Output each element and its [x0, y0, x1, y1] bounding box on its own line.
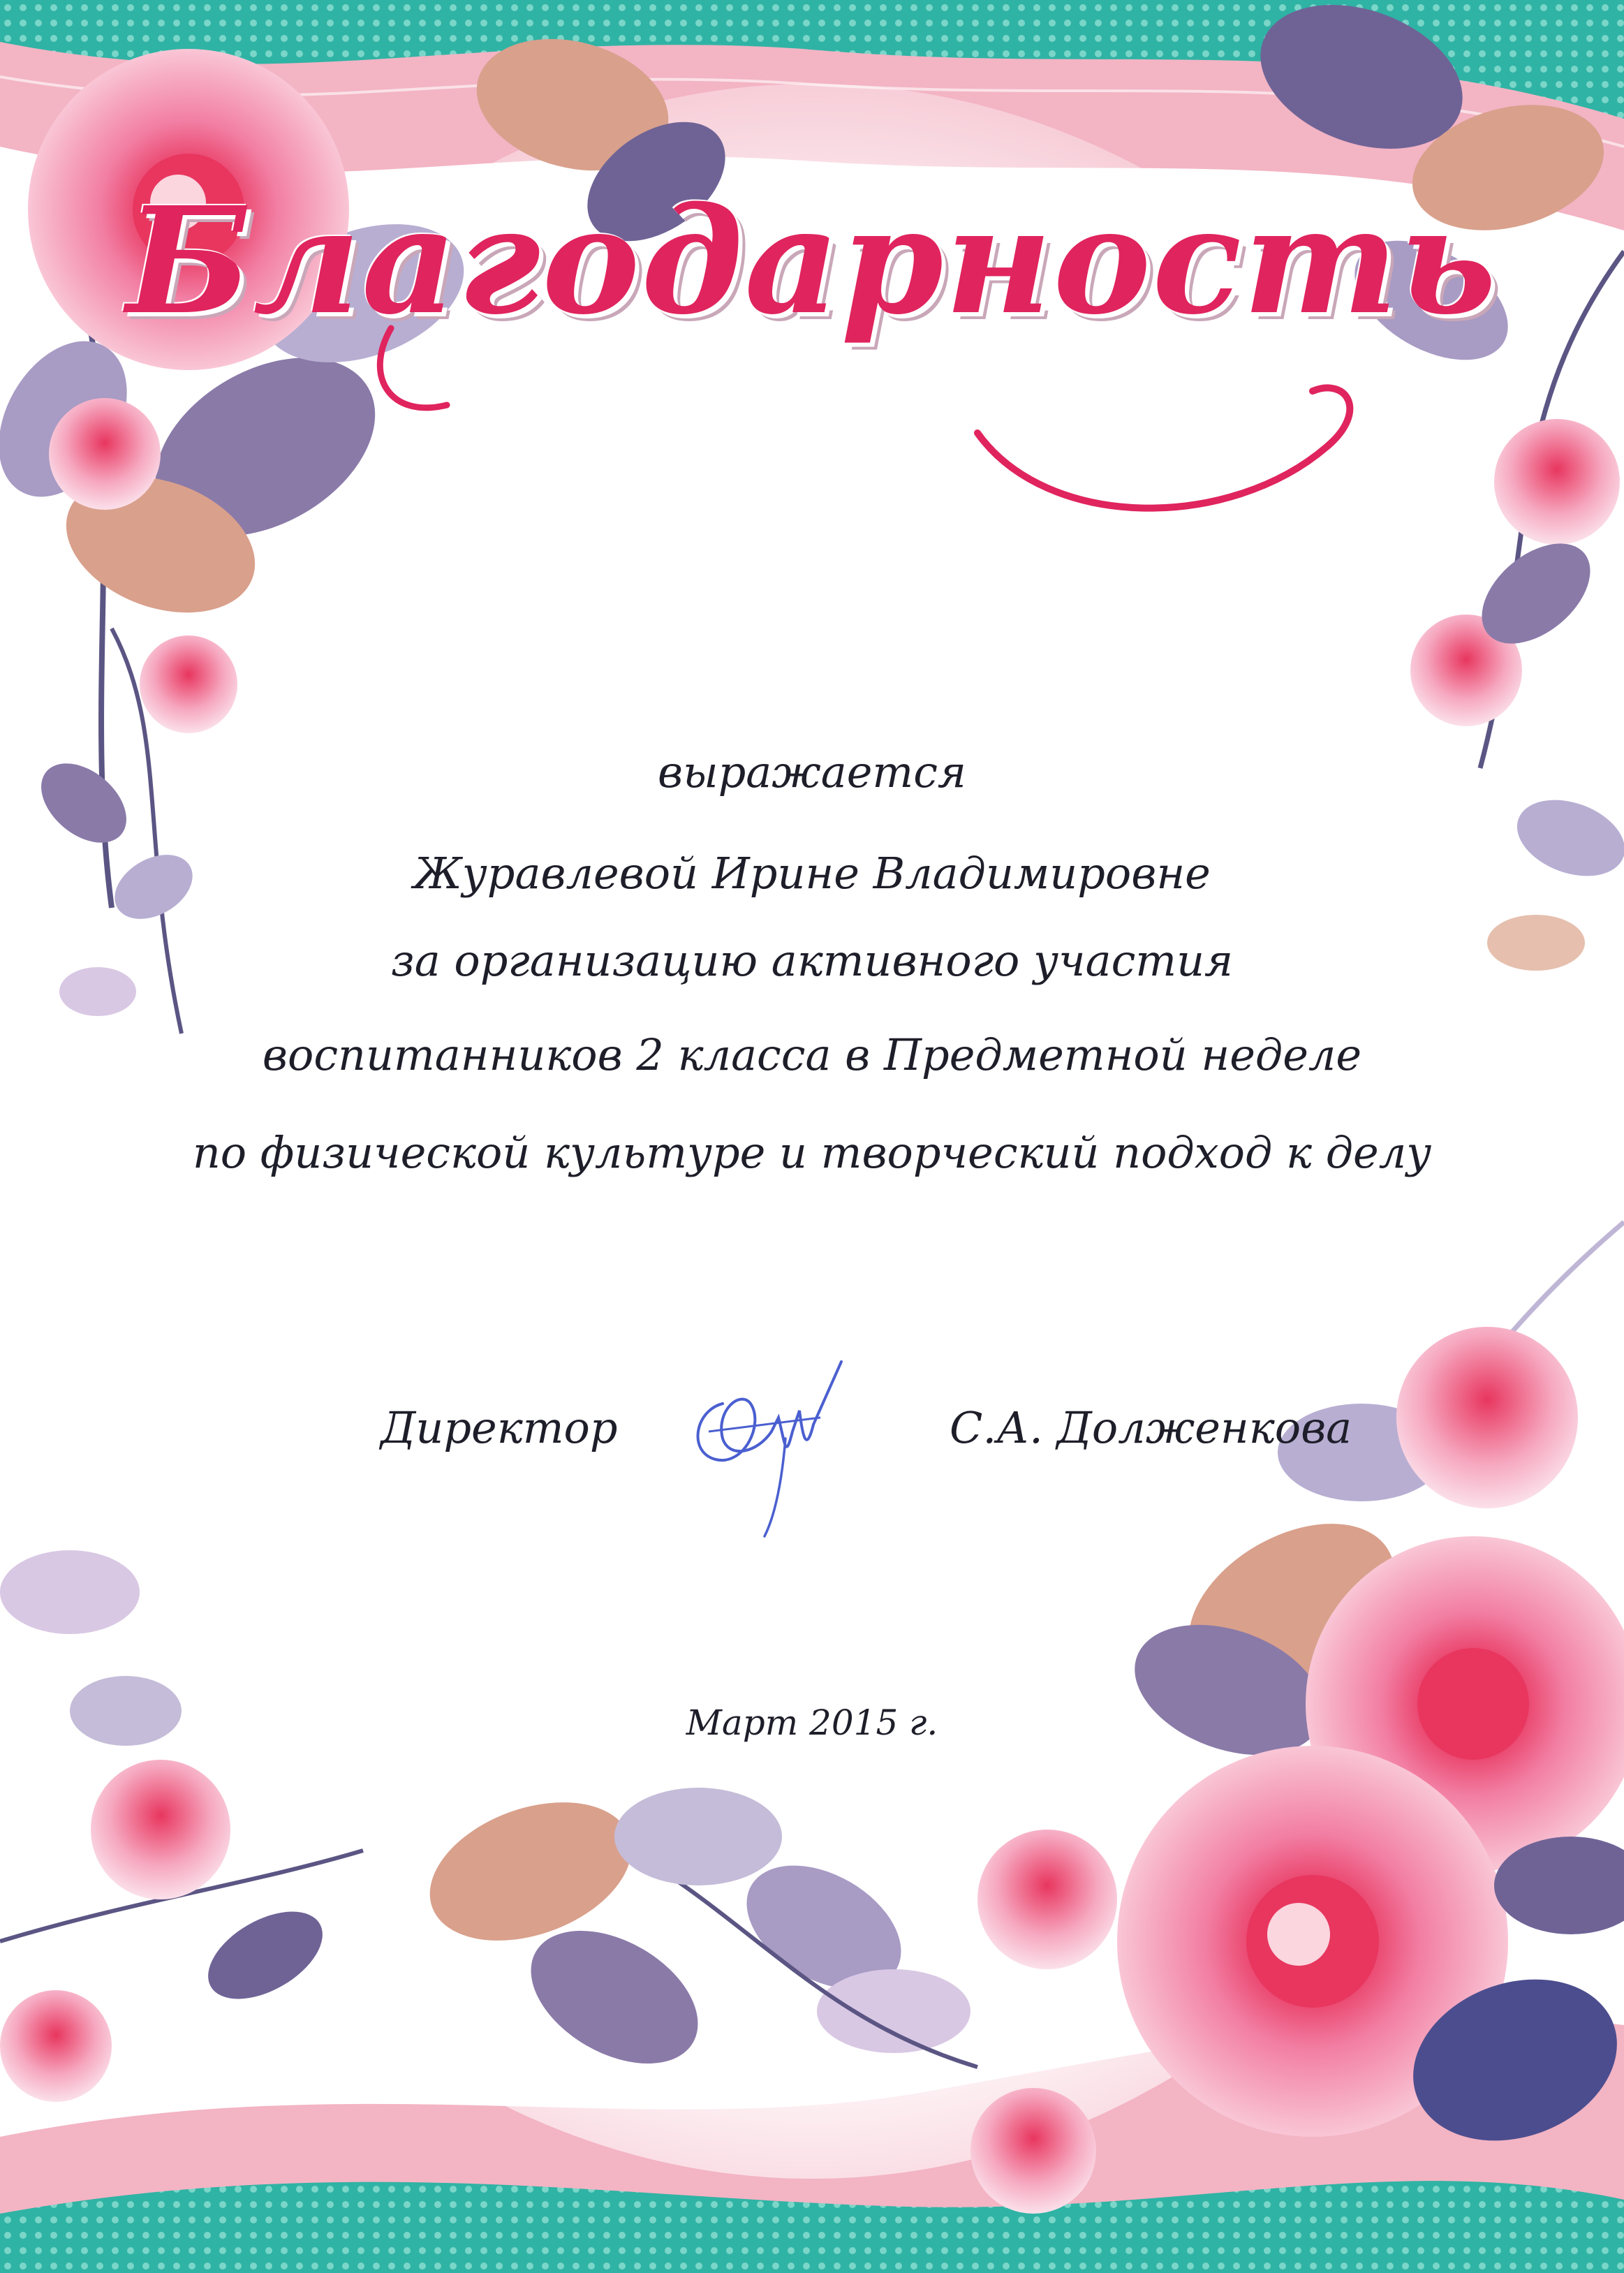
signatory-role: Директор [381, 1402, 618, 1453]
text-line-recipient: Журавлевой Ирине Владимировне [413, 848, 1211, 899]
certificate-date: Март 2015 г. [686, 1702, 938, 1743]
signature-icon [681, 1348, 848, 1543]
text-line-expressed: выражается [658, 746, 966, 797]
text-line-reason-3: по физической культуре и творческий подход к делу [192, 1127, 1432, 1178]
text-line-reason-1: за организацию активного участия [390, 935, 1234, 986]
text-line-reason-2: воспитанников 2 класса в Предметной неделе [262, 1029, 1362, 1080]
signatory-name: С.А. Долженкова [950, 1402, 1352, 1453]
certificate-title: Благодарность [126, 175, 1498, 347]
